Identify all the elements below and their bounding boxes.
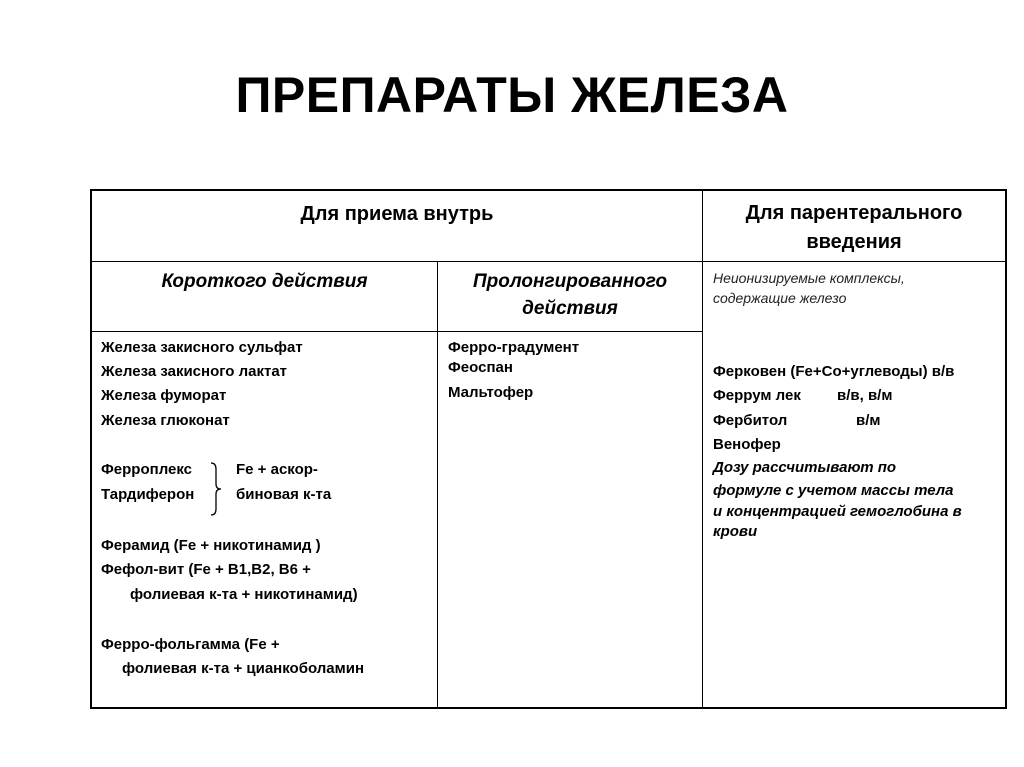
dose-note-line4: крови — [713, 523, 758, 540]
short-item: Железа закисного лактат — [101, 363, 288, 380]
subheader-prolonged-line1: Пролонгированного — [472, 271, 668, 292]
subheader-short-acting: Короткого действия — [161, 271, 368, 292]
short-item: Железа фуморат — [101, 387, 227, 404]
tardiferon-composition: биновая к-та — [236, 486, 332, 503]
venofer-item: Венофер — [713, 436, 781, 453]
divider-header-row — [91, 261, 1006, 262]
short-item: Железа глюконат — [101, 412, 230, 429]
short-item: Железа закисного сульфат — [101, 339, 303, 356]
prolonged-item: Мальтофер — [448, 384, 534, 401]
prolonged-item: Феоспан — [448, 359, 513, 376]
header-parenteral-line2: введения — [806, 231, 902, 253]
divider-oral-parenteral — [702, 190, 703, 708]
ferkoven-item: Ферковен (Fe+Co+углеводы) в/в — [713, 363, 955, 380]
feramid-item: Ферамид (Fe + никотинамид ) — [101, 537, 321, 554]
divider-subheader-row — [91, 331, 702, 332]
fefol-line1: Фефол-вит (Fe + B1,B2, B6 + — [101, 561, 311, 578]
parenteral-note-line2: содержащие железо — [713, 290, 847, 306]
header-parenteral-line1: Для парентерального — [745, 202, 963, 224]
dose-note-line3: и концентрацией гемоглобина в — [713, 503, 962, 520]
fefol-line2: фолиевая к-та + никотинамид) — [130, 586, 358, 603]
prolonged-item: Ферро-градумент — [448, 339, 580, 356]
subheader-prolonged-line2: действия — [522, 298, 618, 319]
ferroplex-composition: Fe + аскор- — [236, 461, 318, 478]
ferbitol-route: в/м — [856, 412, 881, 429]
iron-drugs-table — [90, 189, 1007, 709]
dose-note-line1: Дозу рассчитывают по — [713, 459, 897, 476]
ferrofolgamma-line2: фолиевая к-та + цианкоболамин — [122, 660, 364, 677]
parenteral-note-line1: Неионизируемые комплексы, — [713, 270, 905, 286]
divider-short-prolonged — [437, 261, 438, 708]
header-oral: Для приема внутрь — [300, 203, 494, 225]
ferroplex-name: Ферроплекс — [101, 461, 193, 478]
ferbitol-name: Фербитол — [713, 412, 788, 429]
page-title: ПРЕПАРАТЫ ЖЕЛЕЗА — [235, 67, 789, 123]
tardiferon-name: Тардиферон — [101, 486, 195, 503]
ferrum-name: Феррум лек — [713, 387, 801, 404]
curly-brace-icon — [209, 462, 223, 516]
dose-note-line2: формуле с учетом массы тела — [713, 482, 954, 499]
ferrofolgamma-line1: Ферро-фольгамма (Fe + — [101, 636, 280, 653]
ferrum-route: в/в, в/м — [837, 387, 893, 404]
